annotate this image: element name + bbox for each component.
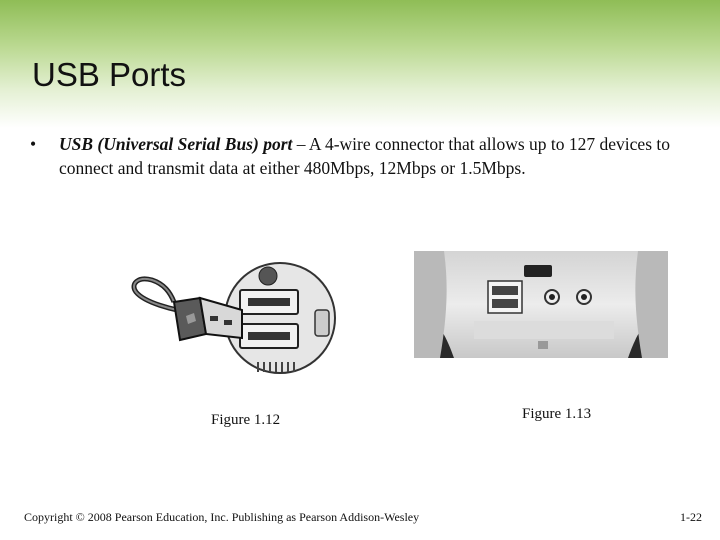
copyright-footer: Copyright © 2008 Pearson Education, Inc. Publishing as Pearson Addison-Wesley xyxy=(24,510,420,524)
bullet-dot-icon: • xyxy=(30,134,37,154)
bullet-text xyxy=(59,132,690,180)
page-number: 1-22 xyxy=(680,510,702,524)
bullet-item xyxy=(30,132,690,180)
figure-1-12-caption: Figure 1.12 xyxy=(211,412,281,428)
slide-title: USB Ports xyxy=(32,56,187,93)
usb-cable-plug-illustration xyxy=(130,262,340,374)
figure-1-13-caption: Figure 1.13 xyxy=(522,406,592,422)
bullet-definition: – A 4-wire connector that allows up to 127 devices to connect and transmit data at either 480Mbps, 12Mbps or 1.5Mbps. xyxy=(59,134,671,178)
bullet-term: USB (Universal Serial Bus) port xyxy=(59,134,293,154)
computer-front-panel-usb-photo xyxy=(414,251,668,358)
